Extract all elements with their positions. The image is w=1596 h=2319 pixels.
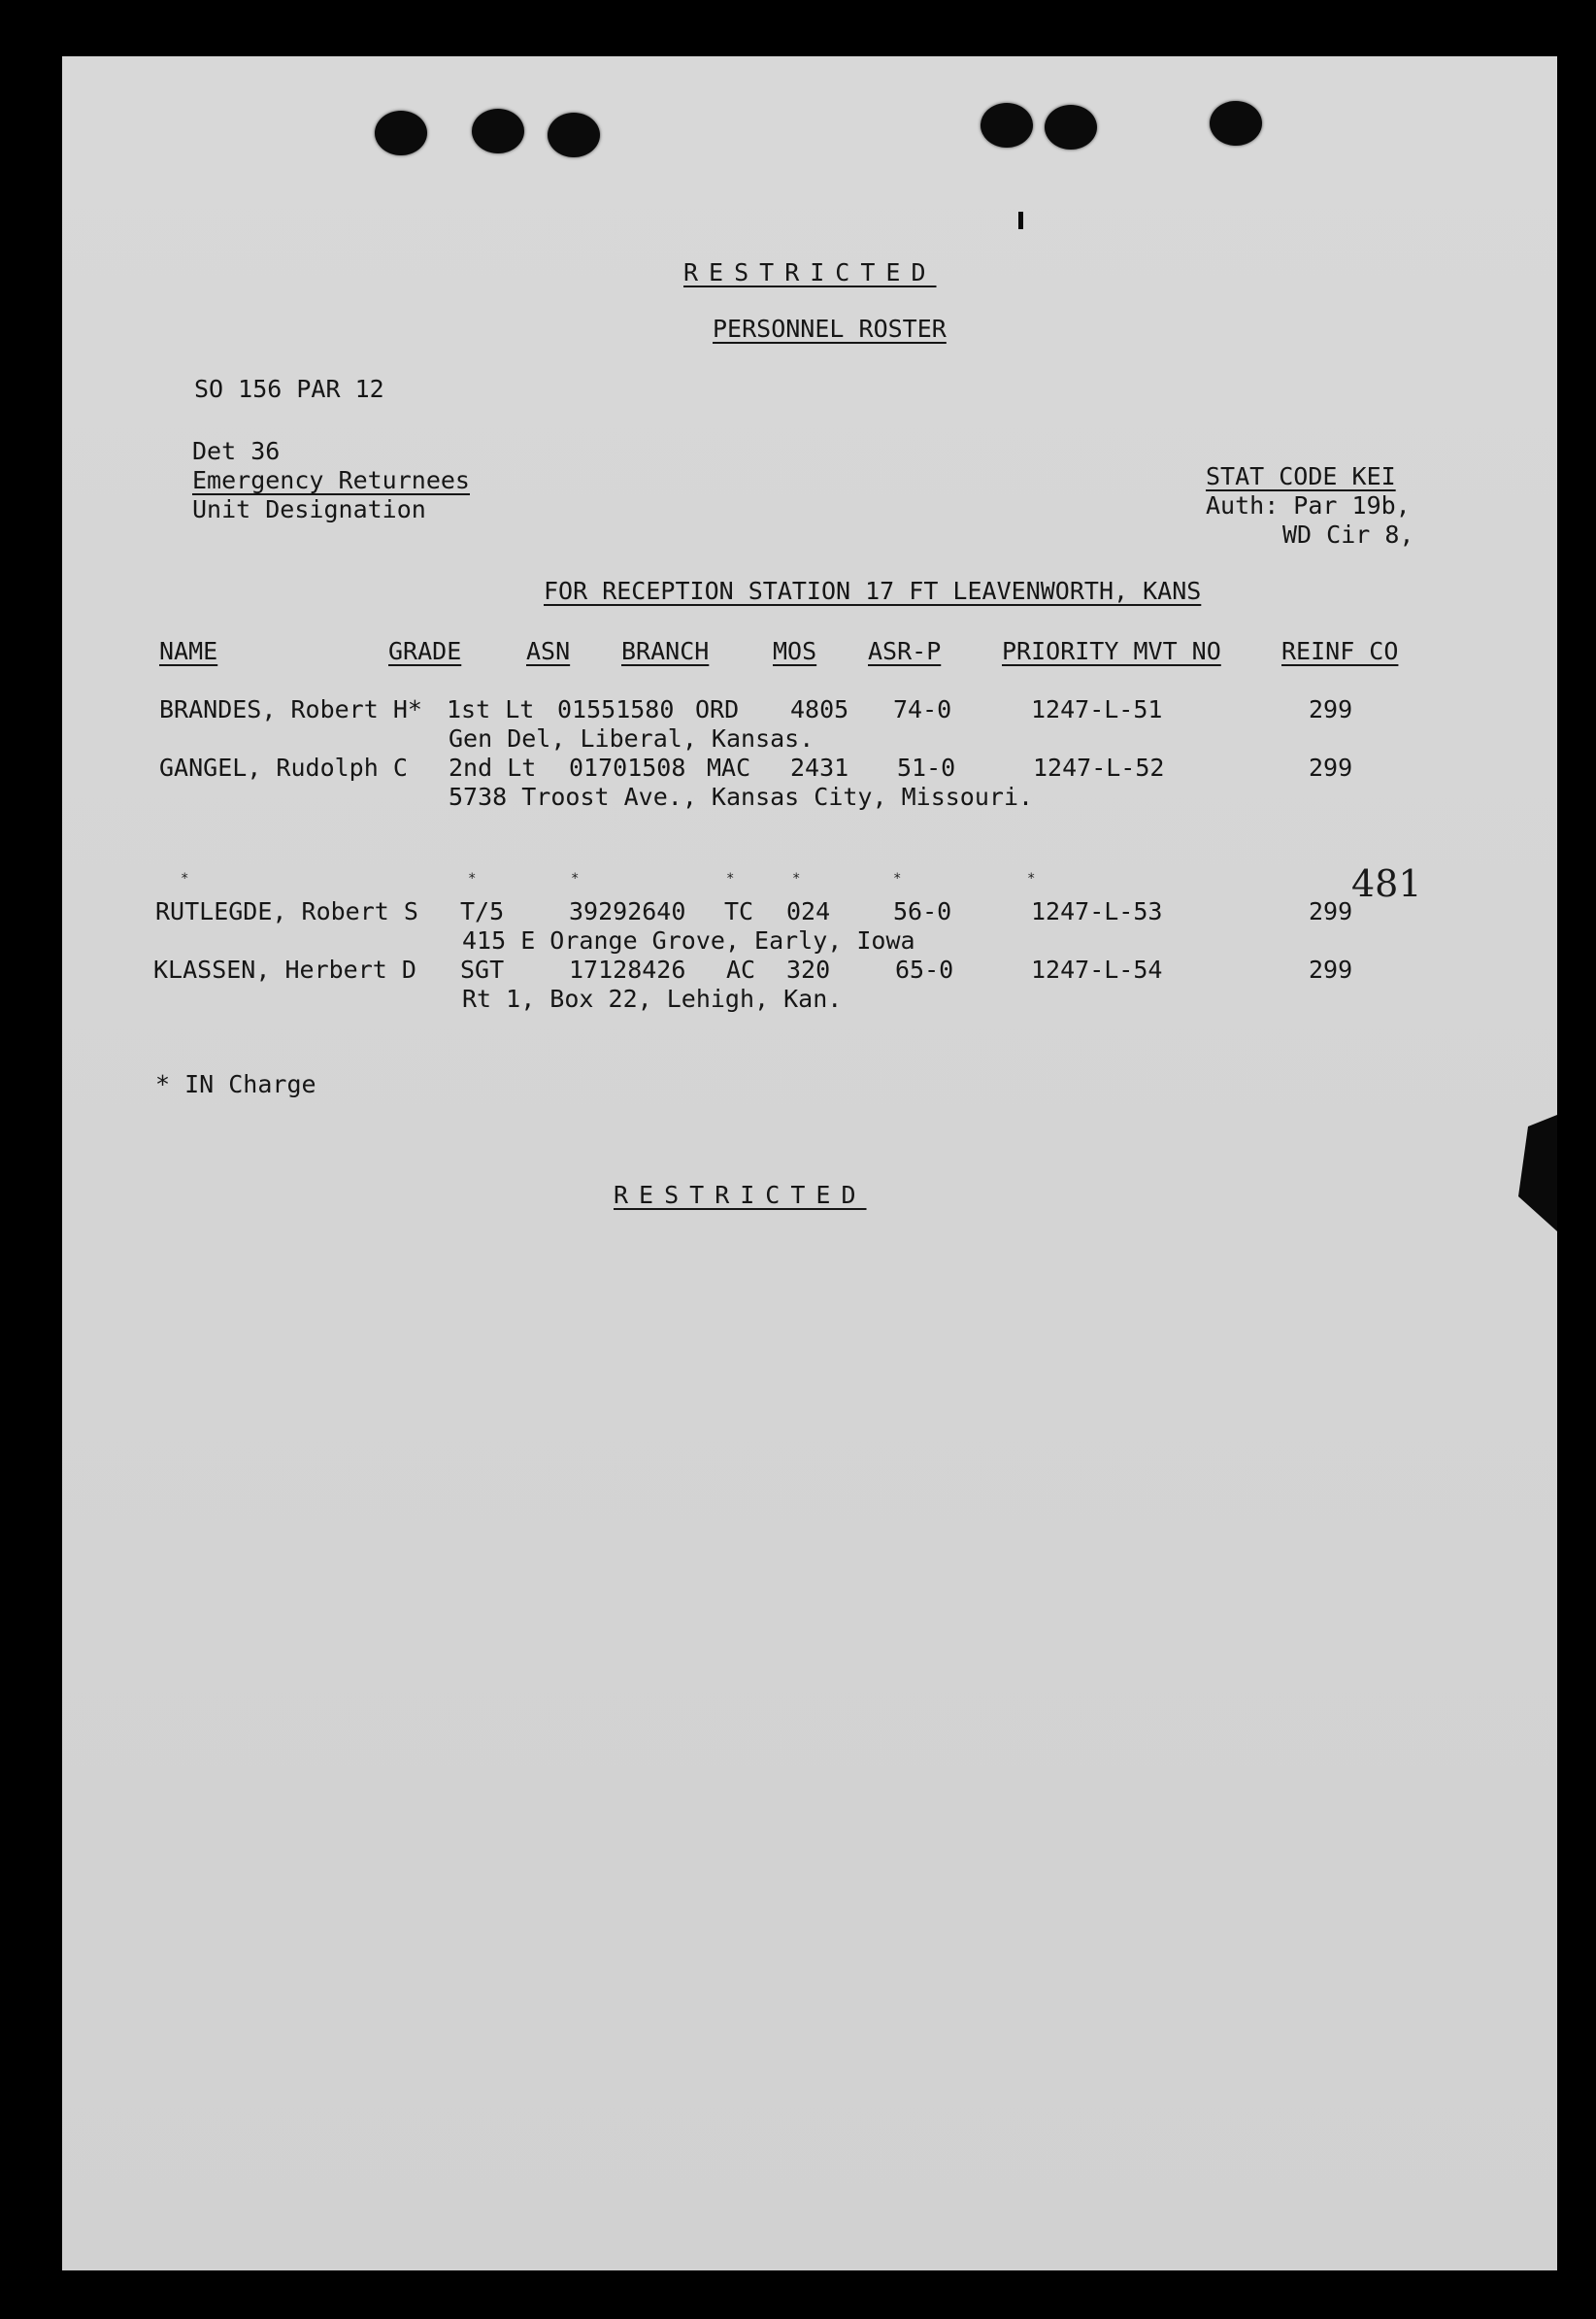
column-header-asr: ASR-P — [868, 637, 942, 665]
paper-speck — [1018, 212, 1023, 229]
column-header-name: NAME — [159, 637, 218, 665]
row-mos: 2431 — [790, 754, 849, 782]
column-header-priority-mvt-no: PRIORITY MVT NO — [1002, 637, 1221, 665]
row-asr: 74-0 — [893, 695, 952, 723]
row-mvt: 1247-L-51 — [1031, 695, 1163, 723]
row-reinf: 299 — [1309, 956, 1353, 984]
asterisk-mark: * — [571, 871, 580, 887]
asterisk-mark: * — [181, 871, 189, 887]
punch-hole — [1210, 101, 1262, 146]
row-name: BRANDES, Robert H* — [159, 695, 422, 723]
row-asr: 65-0 — [895, 956, 954, 984]
asterisk-mark: * — [1027, 871, 1036, 887]
asterisk-mark: * — [893, 871, 902, 887]
punch-hole — [375, 111, 427, 155]
row-name: RUTLEGDE, Robert S — [155, 897, 418, 925]
column-header-asn: ASN — [526, 637, 571, 665]
unit-designation-label: Unit Designation — [192, 495, 426, 523]
row-address: 5738 Troost Ave., Kansas City, Missouri. — [449, 783, 1034, 811]
asterisk-mark: * — [792, 871, 801, 887]
row-asn: 17128426 — [569, 956, 686, 984]
punch-hole — [472, 109, 524, 153]
row-grade: SGT — [460, 956, 505, 984]
row-name: KLASSEN, Herbert D — [153, 956, 416, 984]
header-title: RESTRICTED — [683, 258, 937, 286]
row-asn: 01701508 — [569, 754, 686, 782]
asterisk-mark: * — [468, 871, 477, 887]
row-address: 415 E Orange Grove, Early, Iowa — [462, 926, 915, 955]
row-branch: ORD — [695, 695, 740, 723]
row-mos: 4805 — [790, 695, 849, 723]
document-page — [62, 56, 1557, 2270]
row-branch: MAC — [707, 754, 751, 782]
row-grade: T/5 — [460, 897, 505, 925]
column-header-grade: GRADE — [388, 637, 462, 665]
paper-speck — [1509, 1115, 1557, 1231]
column-header-reinf-co: REINF CO — [1281, 637, 1399, 665]
stat-code: STAT CODE KEI — [1206, 462, 1396, 490]
row-address: Gen Del, Liberal, Kansas. — [449, 724, 815, 753]
row-reinf: 299 — [1309, 754, 1353, 782]
row-branch: AC — [726, 956, 756, 984]
row-grade: 1st Lt — [447, 695, 535, 723]
document-subtitle: PERSONNEL ROSTER — [713, 315, 947, 343]
footer-title: RESTRICTED — [614, 1181, 867, 1209]
row-asn: 01551580 — [557, 695, 675, 723]
row-asn: 39292640 — [569, 897, 686, 925]
auth-line-2: WD Cir 8, — [1282, 521, 1414, 549]
row-asr: 51-0 — [897, 754, 956, 782]
row-reinf: 299 — [1309, 695, 1353, 723]
destination-line: FOR RECEPTION STATION 17 FT LEAVENWORTH, KANS — [544, 577, 1202, 605]
row-grade: 2nd Lt — [449, 754, 537, 782]
punch-hole — [1045, 105, 1097, 150]
row-name: GANGEL, Rudolph C — [159, 754, 408, 782]
column-header-branch: BRANCH — [621, 637, 710, 665]
row-mvt: 1247-L-52 — [1033, 754, 1165, 782]
punch-hole — [981, 103, 1033, 148]
row-asr: 56-0 — [893, 897, 952, 925]
asterisk-mark: * — [726, 871, 735, 887]
handwritten-page-number: 481 — [1351, 862, 1422, 905]
unit-det: Det 36 — [192, 437, 281, 465]
punch-hole — [548, 113, 600, 157]
row-address: Rt 1, Box 22, Lehigh, Kan. — [462, 985, 843, 1013]
row-mos: 320 — [786, 956, 831, 984]
row-mos: 024 — [786, 897, 831, 925]
row-reinf: 299 — [1309, 897, 1353, 925]
row-mvt: 1247-L-53 — [1031, 897, 1163, 925]
column-header-mos: MOS — [773, 637, 817, 665]
row-branch: TC — [724, 897, 754, 925]
auth-line-1: Auth: Par 19b, — [1206, 491, 1411, 520]
footnote: * IN Charge — [155, 1070, 316, 1098]
order-reference: SO 156 PAR 12 — [194, 375, 384, 403]
unit-name: Emergency Returnees — [192, 466, 470, 494]
row-mvt: 1247-L-54 — [1031, 956, 1163, 984]
